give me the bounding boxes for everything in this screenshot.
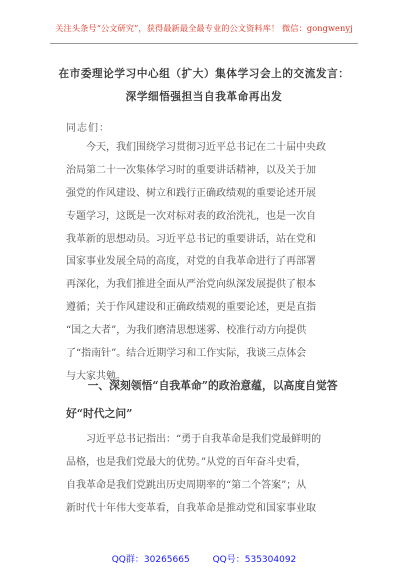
paragraph-line: 治局第二十一次集体学习时的重要讲话精神，以及关于加 bbox=[66, 164, 316, 176]
paragraph-line: 遵循；关于作风建设和正确政绩观的重要论述，更是直指 bbox=[66, 302, 316, 314]
paragraph-line: 再深化，为我们推进全面从严治党向纵深发展提供了根本 bbox=[66, 279, 316, 291]
paragraph-line: 与大家共勉。 bbox=[66, 370, 126, 382]
section-heading-line: 好“时代之问” bbox=[66, 407, 133, 420]
salutation: 同志们： bbox=[66, 123, 110, 134]
paragraph-line: 今天，我们围绕学习贯彻习近平总书记在二十届中央政 bbox=[66, 142, 326, 153]
document-title-line-2: 深学细悟强担当自我革命再出发 bbox=[125, 91, 283, 103]
paragraph-line: 国家事业发展全局的高度，对党的自我革命进行了再部署 bbox=[66, 256, 316, 268]
paragraph-line: 我革新的思想动员。习近平总书记的重要讲话，站在党和 bbox=[66, 233, 316, 245]
paragraph-line: 新时代十年伟大变革看，自我革命是推动党和国家事业取 bbox=[66, 502, 316, 514]
section-heading-1 bbox=[66, 372, 352, 428]
body-paragraph-1 bbox=[66, 137, 350, 389]
footer-qq-number: QQ号：535304092 bbox=[212, 555, 297, 565]
header-divider bbox=[50, 43, 358, 44]
footer-qq-group: QQ群：30265665 bbox=[111, 555, 190, 565]
header-note: 关注头条号“公文研究”，获得最新最全最专业的公文资料库！ 微信：gongwenyj bbox=[55, 23, 353, 33]
paragraph-line: 品格，也是我们党最大的优势。”从党的百年奋斗史看， bbox=[66, 456, 307, 468]
paragraph-line: 了“指南针”。结合近期学习和工作实际，我谈三点体会 bbox=[66, 348, 307, 360]
section-heading-line: 一、深刻领悟“自我革命”的政治意蕴，以高度自觉答 bbox=[66, 379, 338, 392]
paragraph-line: 自我革命是我们党跳出历史周期率的“第二个答案”；从 bbox=[66, 479, 307, 491]
paragraph-line: 强党的作风建设、树立和践行正确政绩观的重要论述开展 bbox=[66, 187, 316, 199]
paragraph-line: “国之大者”，为我们磨清思想迷雾、校准行动方向提供 bbox=[66, 325, 307, 337]
paragraph-line: 习近平总书记指出：“勇于自我革命是我们党最鲜明的 bbox=[66, 434, 322, 445]
document-title-line-1: 在市委理论学习中心组（扩大）集体学习会上的交流发言： bbox=[58, 68, 350, 80]
footer-contact bbox=[0, 552, 408, 565]
paragraph-line: 专题学习，这既是一次对标对表的政治洗礼，也是一次自 bbox=[66, 210, 316, 222]
body-paragraph-2 bbox=[66, 429, 350, 521]
